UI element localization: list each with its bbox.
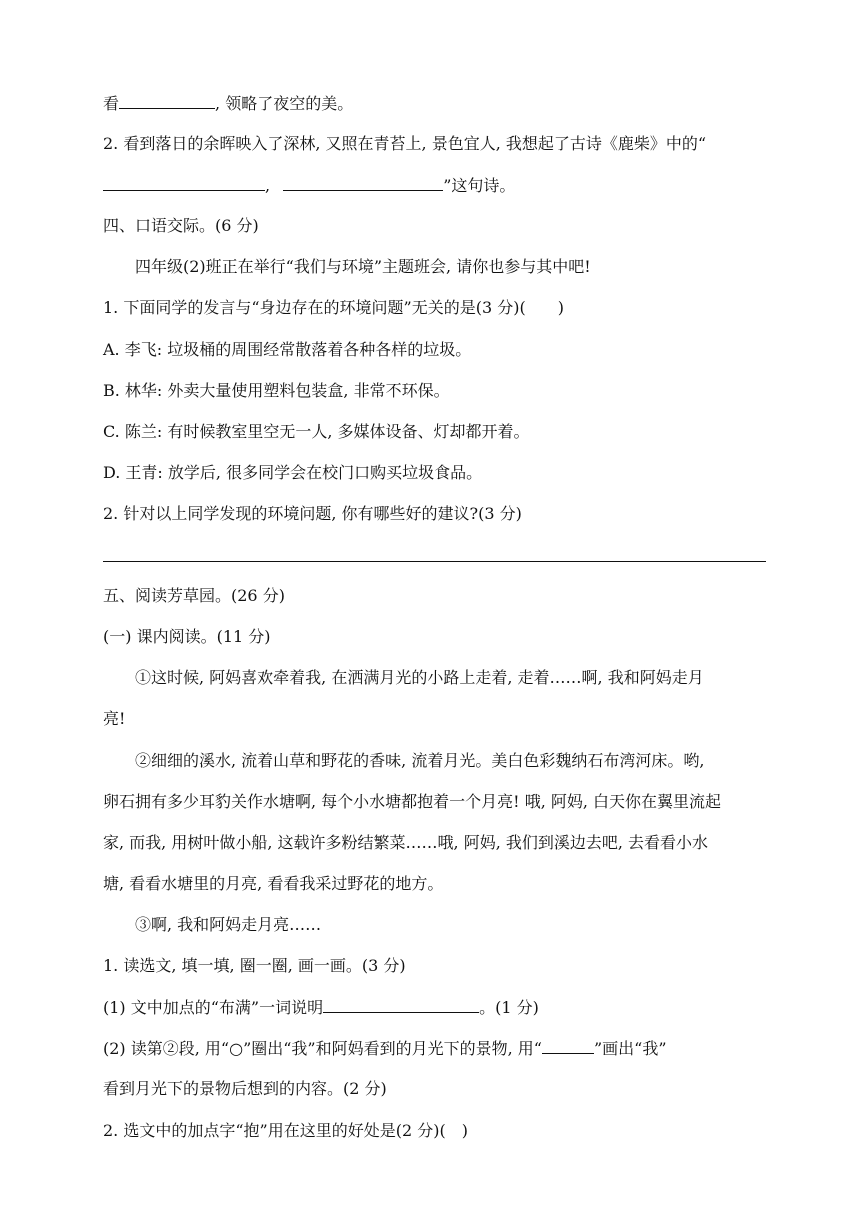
passage-para-1-line-2: 亮! — [103, 709, 126, 728]
reading-question-2: 2. 选文中的加点字“抱”用在这里的好处是(2 分)( ) — [103, 1121, 468, 1140]
section-4-intro: 四年级(2)班正在举行“我们与环境”主题班会, 请你也参与其中吧! — [135, 257, 591, 276]
line-text: (1) 文中加点的“布满”一词说明 — [103, 998, 324, 1017]
passage-para-2-line-2: 卵石拥有多少耳豹关作水塘啊, 每个小水塘都抱着一个月亮! 哦, 阿妈, 白天你在翼里流起 — [103, 792, 722, 811]
answer-blank[interactable] — [283, 174, 443, 191]
line-text: 。(1 分) — [479, 998, 539, 1017]
passage-para-3: ③啊, 我和阿妈走月亮…… — [135, 915, 322, 934]
section-5-heading: 五、阅读芳草园。(26 分) — [103, 586, 285, 605]
passage-para-2-line-3: 家, 而我, 用树叶做小船, 这载许多粉结繁菜……哦, 阿妈, 我们到溪边去吧, 去看看小水 — [103, 833, 709, 852]
poem-fill-line-1 — [103, 92, 353, 115]
option-b: B. 林华: 外卖大量使用塑料包装盒, 非常不环保。 — [103, 381, 450, 400]
answer-blank[interactable] — [119, 92, 215, 109]
oral-question-2: 2. 针对以上同学发现的环境问题, 你有哪些好的建议?(3 分) — [103, 504, 522, 523]
option-d: D. 王青: 放学后, 很多同学会在校门口购买垃圾食品。 — [103, 463, 483, 482]
option-a: A. 李飞: 垃圾桶的周围经常散落着各种各样的垃圾。 — [103, 340, 472, 359]
oral-question-1: 1. 下面同学的发言与“身边存在的环境问题”无关的是(3 分)( ) — [103, 298, 564, 317]
passage-para-2-line-4: 塘, 看看水塘里的月亮, 看看我采过野花的地方。 — [103, 874, 444, 893]
question-2-text: 2. 看到落日的余晖映入了深林, 又照在青苔上, 景色宜人, 我想起了古诗《鹿柴》中的“ — [103, 134, 707, 153]
line-text: ”画出“我” — [593, 1039, 667, 1058]
section-4-heading: 四、口语交际。(6 分) — [103, 216, 259, 235]
line-text: (2) 读第②段, 用“○”圈出“我”和阿妈看到的月光下的景物, 用“ — [103, 1039, 542, 1058]
answer-blank[interactable] — [323, 996, 479, 1013]
reading-question-1-part-1 — [103, 996, 539, 1019]
answer-line[interactable] — [103, 561, 766, 562]
passage-para-2-line-1: ②细细的溪水, 流着山草和野花的香味, 流着月光。美白色彩魏纳石布湾河床。哟, — [135, 751, 705, 770]
line-text: ”这句诗。 — [443, 176, 516, 195]
poem-fill-line-2 — [103, 174, 515, 197]
passage-para-1-line-1: ①这时候, 阿妈喜欢牵着我, 在洒满月光的小路上走着, 走着……啊, 我和阿妈走月 — [135, 668, 704, 687]
reading-question-1: 1. 读选文, 填一填, 圈一圈, 画一画。(3 分) — [103, 956, 406, 975]
underline-sample — [542, 1037, 594, 1054]
subsection-1-heading: (一) 课内阅读。(11 分) — [103, 627, 271, 646]
line-text: , 领略了夜空的美。 — [215, 94, 354, 113]
answer-blank[interactable] — [103, 174, 265, 191]
reading-question-1-part-2-cont: 看到月光下的景物后想到的内容。(2 分) — [103, 1079, 387, 1098]
option-c: C. 陈兰: 有时候教室里空无一人, 多媒体设备、灯却都开着。 — [103, 422, 530, 441]
line-text: , — [265, 176, 271, 195]
reading-question-1-part-2 — [103, 1037, 667, 1060]
line-text: 看 — [103, 94, 120, 113]
